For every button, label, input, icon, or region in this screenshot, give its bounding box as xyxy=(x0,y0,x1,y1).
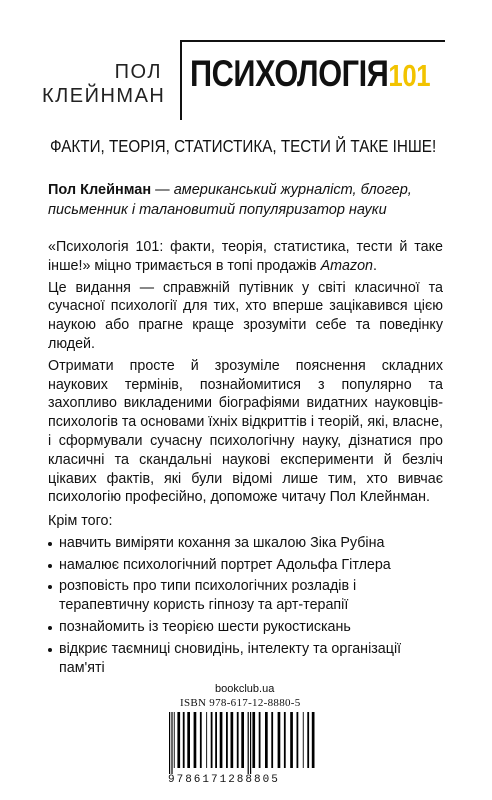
barcode-bar xyxy=(312,712,315,768)
paragraph-2: Це видання — справжній путівник у світі класичної та сучасної психології для тих, хто вперше зацікавився цією наукою або прагне краще зрозуміти себе та поведінку людей. xyxy=(48,279,443,352)
barcode-bar xyxy=(248,712,249,774)
header-horizontal-rule xyxy=(180,40,445,42)
publisher-site: bookclub.ua xyxy=(215,683,275,695)
author-bio-dash: — xyxy=(151,182,174,198)
isbn-label: ISBN 978-617-12-8880-5 xyxy=(180,697,301,709)
list-item: познайомить із теорією шести рукостискань xyxy=(48,618,448,637)
barcode-bar xyxy=(303,712,304,768)
barcode-bar xyxy=(211,712,213,768)
header-vertical-rule xyxy=(180,40,182,120)
barcode-bar xyxy=(231,712,234,768)
also-section xyxy=(48,512,448,677)
barcode-bar xyxy=(174,712,175,768)
paragraph-1-text: «Психологія 101: факти, теорія, статистика, тести й таке інше!» міцно тримається в топі продажів xyxy=(48,239,443,274)
author-first-name: ПОЛ xyxy=(114,61,162,83)
list-item: відкриє таємниці сновидінь, інтелекту та організації пам'яті xyxy=(48,640,448,678)
barcode-bar xyxy=(237,712,239,768)
barcode-bar xyxy=(290,712,293,768)
book-title-number: 101 xyxy=(388,58,431,93)
paragraph-1-end: . xyxy=(373,257,377,274)
list-item: намалює психологічний портрет Адольфа Гітлера xyxy=(48,556,448,575)
barcode-bar xyxy=(187,712,190,768)
paragraph-3: Отримати просте й зрозуміле пояснення складних наукових термінів, познайомитися з популярно та захопливо викладеними біографіями видатних науковців-психологів та основами їхніх відкриттів і теорій, які, власне, і сформували сучасну психологічну науку, дізнатися про класичні та скандальні наукові експерименти й безліч цікавих фактів, які були відомі лише тим, хто вивчає психологію професійно, допоможе читачу Пол Клейнман. xyxy=(48,357,443,506)
book-title xyxy=(190,52,430,98)
barcode-bar xyxy=(200,712,202,768)
barcode-digits: 9786171288805 xyxy=(168,774,280,786)
barcode-bar xyxy=(171,712,172,774)
amazon-text: Amazon xyxy=(320,257,374,274)
barcode-bar xyxy=(297,712,299,768)
description-body xyxy=(48,238,443,507)
book-subtitle: ФАКТИ, ТЕОРІЯ, СТАТИСТИКА, ТЕСТИ Й ТАКЕ ІНШЕ! xyxy=(50,136,437,156)
feature-list xyxy=(48,534,448,678)
barcode-bar xyxy=(194,712,197,768)
barcode-bar xyxy=(259,712,261,768)
paragraph-1 xyxy=(48,238,443,276)
author-name xyxy=(42,60,166,108)
author-bio-name: Пол Клейнман xyxy=(48,182,152,198)
barcode-bar xyxy=(271,712,273,768)
author-bio-description: американський журналіст, блогер, письменник і талановитий популяризатор науки xyxy=(48,182,412,218)
barcode-bar xyxy=(241,712,244,768)
barcode-bar xyxy=(226,712,228,768)
barcode-bar xyxy=(215,712,217,768)
barcode-bar xyxy=(307,712,309,768)
barcode-bar xyxy=(252,712,255,768)
also-intro: Крім того: xyxy=(48,513,113,529)
barcode-bar xyxy=(278,712,281,768)
barcode-bar xyxy=(250,712,251,774)
list-item: навчить виміряти кохання за шкалою Зіка Рубіна xyxy=(48,534,448,553)
barcode-bar xyxy=(169,712,170,774)
author-last-name: КЛЕЙНМАН xyxy=(42,85,166,107)
book-title-main: ПСИХОЛОГІЯ xyxy=(190,53,389,94)
list-item: розповість про типи психологічних розладів і терапевтичну користь гіпнозу та арт-терапії xyxy=(48,577,448,615)
barcode-bar xyxy=(284,712,286,768)
author-bio xyxy=(48,180,468,220)
barcode-bar xyxy=(177,712,180,768)
barcode-bar xyxy=(183,712,185,768)
barcode-bar xyxy=(265,712,268,768)
barcode-bar xyxy=(220,712,223,768)
barcode xyxy=(165,712,315,774)
barcode-bar xyxy=(206,712,207,768)
